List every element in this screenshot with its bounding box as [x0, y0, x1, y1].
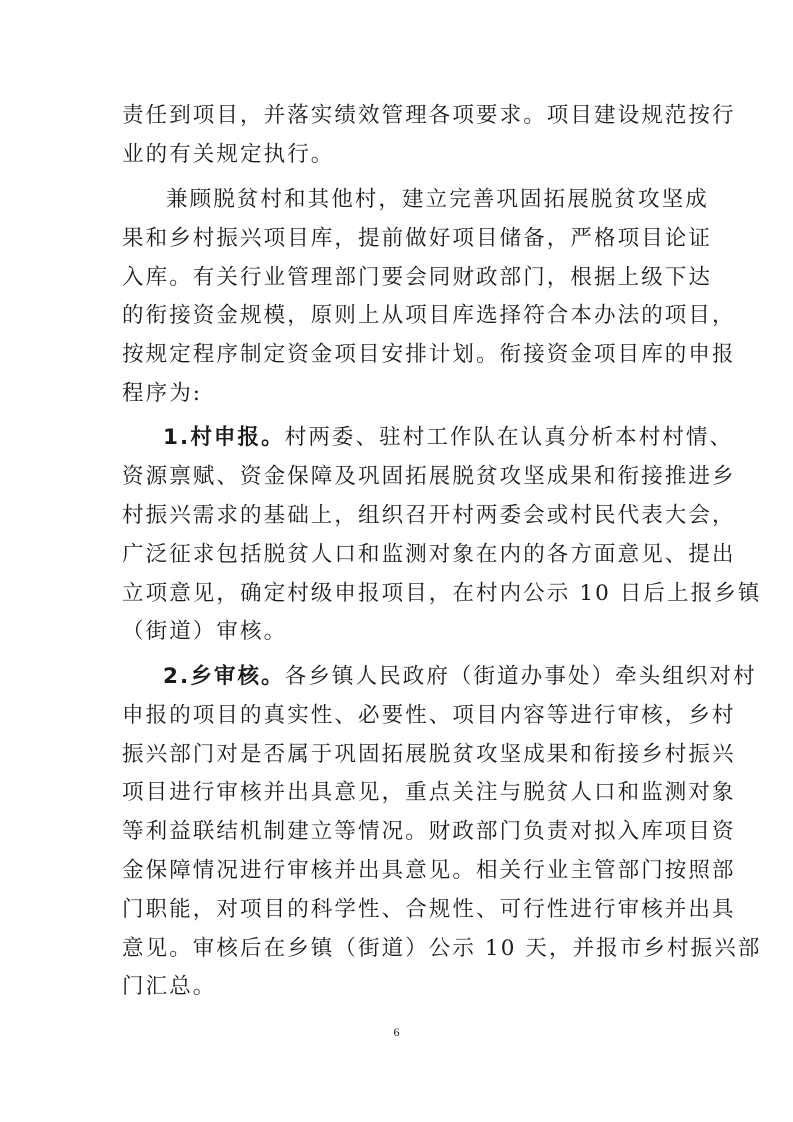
body-text-line: 申报的项目的真实性、必要性、项目内容等进行审核，乡村 [122, 703, 736, 728]
body-text-line: 按规定程序制定资金项目安排计划。衔接资金项目库的申报 [122, 342, 736, 367]
body-text-line: 门职能，对项目的科学性、合规性、可行性进行审核并出具 [122, 897, 736, 922]
body-text-line: 的衔接资金规模，原则上从项目库选择符合本办法的项目， [122, 303, 736, 328]
body-text-line: 金保障情况进行审核并出具意见。相关行业主管部门按照部 [122, 858, 736, 883]
body-text-line: 项目进行审核并出具意见，重点关注与脱贫人口和监测对象 [122, 780, 736, 805]
body-text-line: 村振兴需求的基础上，组织召开村两委会或村民代表大会， [122, 503, 736, 528]
body-text-line: 村两委、驻村工作队在认真分析本村村情、 [284, 425, 734, 450]
body-text-line: （街道）审核。 [122, 619, 288, 644]
page-number: 6 [393, 1025, 400, 1039]
paragraph-first-line [163, 419, 733, 457]
body-text-line: 门汇总。 [122, 974, 217, 999]
body-text-line: 果和乡村振兴项目库，提前做好项目储备，严格项目论证 [122, 226, 713, 251]
body-text-line: 责任到项目，并落实绩效管理各项要求。项目建设规范按行 [122, 103, 736, 128]
body-text-line: 振兴部门对是否属于巩固拓展脱贫攻坚成果和衔接乡村振兴 [122, 742, 736, 767]
body-text-line: 广泛征求包括脱贫人口和监测对象在内的各方面意见、提出 [122, 542, 736, 567]
body-text-line: 业的有关规定执行。 [122, 142, 335, 167]
body-text-line: 入库。有关行业管理部门要会同财政部门，根据上级下达 [122, 265, 713, 290]
paragraph-first-line [163, 658, 757, 696]
body-text-line: 各乡镇人民政府（街道办事处）牵头组织对村 [284, 664, 757, 689]
body-text-line: 立项意见，确定村级申报项目，在村内公示 10 日后上报乡镇 [122, 581, 762, 606]
body-text-line: 程序为: [122, 381, 203, 406]
body-text-line: 等利益联结机制建立等情况。财政部门负责对拟入库项目资 [122, 819, 736, 844]
body-text-line: 兼顾脱贫村和其他村，建立完善巩固拓展脱贫攻坚成 [166, 187, 709, 212]
section-heading-township-review: 2.乡审核。 [163, 664, 285, 689]
body-text-line: 意见。审核后在乡镇（街道）公示 10 天，并报市乡村振兴部 [122, 936, 762, 961]
body-text-line: 资源禀赋、资金保障及巩固拓展脱贫攻坚成果和衔接推进乡 [122, 464, 736, 489]
section-heading-village-report: 1.村申报。 [163, 425, 285, 450]
